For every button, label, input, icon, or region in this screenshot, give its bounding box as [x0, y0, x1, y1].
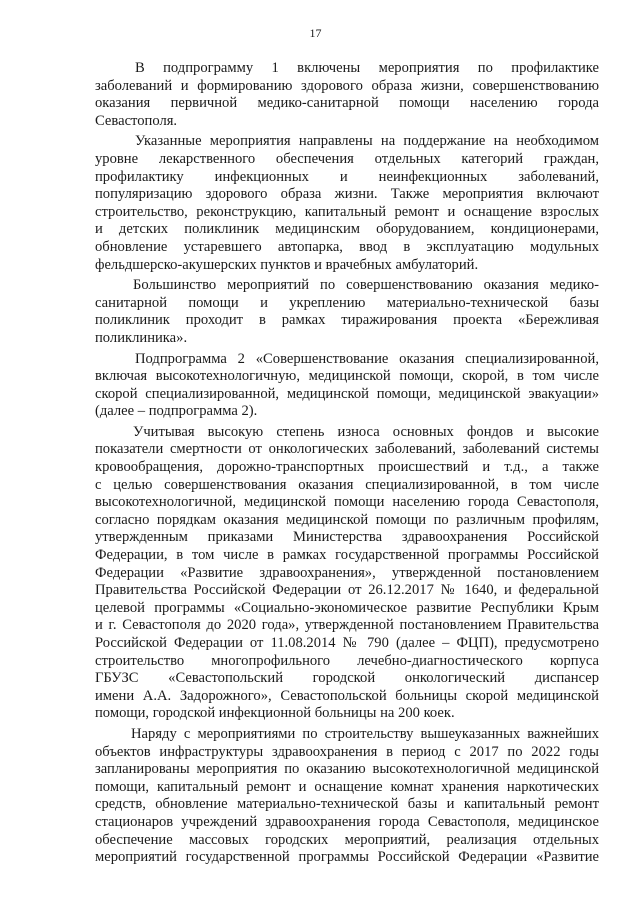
text-line: с целью совершенствования оказания специализированной, в том числе [95, 476, 599, 493]
page-number: 17 [309, 26, 322, 40]
text-line: показатели смертности от онкологических заболеваний, заболеваний системы [95, 441, 599, 458]
text-line: средств, обновление материально-технической базы и капитальный ремонт [95, 796, 599, 813]
text-line: поликлиника». [95, 329, 188, 346]
text-line: строительство многопрофильного лечебно-диагностического корпуса [95, 652, 599, 669]
text-line: целевой программы «Социально-экономическое развитие Республики Крым [95, 599, 599, 616]
paragraph-majority [95, 277, 599, 347]
text-line: оказания первичной медико-санитарной помощи населению города [95, 95, 599, 112]
paragraph-subprogram-1 [95, 60, 599, 130]
document-body [95, 60, 599, 870]
text-line: обновление устаревшего автопарка, ввод в эксплуатацию модульных [95, 238, 599, 255]
text-line: В подпрограмму 1 включены мероприятия по профилактике [135, 60, 599, 76]
text-line: Федерации, в том числе в рамках государственной программы Российской [95, 547, 599, 564]
text-line: кровообращения, дорожно-транспортных происшествий и т.д., а также [95, 459, 599, 476]
text-line: ГБУЗС «Севастопольский городской онкологический диспансер [95, 670, 599, 687]
text-line: высокотехнологичной, медицинской помощи населению города Севастополя, [95, 494, 599, 511]
paragraph-along-with [95, 726, 599, 867]
text-line: уровне лекарственного обеспечения отдельных категорий граждан, [95, 150, 599, 167]
text-line: обеспечение массовых городских мероприятий, реализация отдельных [95, 831, 599, 848]
text-line: Правительства Российской Федерации от 26.12.2017 № 1640, и федеральной [95, 582, 599, 599]
text-line: Подпрограмма 2 «Совершенствование оказания специализированной, [135, 350, 599, 367]
text-line: согласно порядкам оказания медицинской помощи по различным профилям, [95, 511, 599, 528]
text-line: Севастополя. [95, 112, 178, 129]
text-line: запланированы мероприятия по оказанию высокотехнологичной медицинской [95, 761, 599, 778]
text-line: Наряду с мероприятиями по строительству вышеуказанных важнейших [131, 725, 599, 742]
text-line: мероприятий государственной программы Российской Федерации «Развитие [95, 849, 599, 866]
paragraph-subprogram-2 [95, 351, 599, 421]
text-line: поликлиник проходит в рамках тиражирования проекта «Бережливая [95, 312, 599, 329]
text-line: Указанные мероприятия направлены на поддержание на необходимом [135, 133, 599, 150]
text-line: фельдшерско-акушерских пунктов и врачебных амбулаторий. [95, 256, 479, 273]
text-line: скорой специализированной, медицинской помощи, медицинской эвакуации» [95, 385, 599, 402]
text-line: заболеваний и формированию здорового образа жизни, совершенствованию [95, 77, 599, 94]
text-line: (далее – подпрограмма 2). [95, 403, 258, 420]
text-line: Федерации «Развитие здравоохранения», утвержденной постановлением [95, 564, 599, 581]
text-line: помощи, капитальный ремонт и оснащение комнат хранения наркотических [95, 778, 599, 795]
text-line: Российской Федерации от 11.08.2014 № 790 (далее – ФЦП), предусмотрено [95, 635, 599, 651]
text-line: Большинство мероприятий по совершенствованию оказания медико- [133, 277, 599, 294]
text-line: профилактику инфекционных и неинфекционных заболеваний, [95, 168, 599, 185]
text-line: и г. Севастополя до 2020 года», утвержденной постановлением Правительства [95, 617, 599, 634]
text-line: имени А.А. Задорожного», Севастопольской больницы скорой медицинской [95, 687, 599, 704]
text-line: и детских поликлиник медицинским оборудованием, кондиционерами, [95, 221, 599, 238]
text-line: стационаров учреждений здравоохранения города Севастополя, медицинское [95, 813, 599, 830]
text-line: строительство, реконструкцию, капитальный ремонт и оснащение взрослых [95, 203, 599, 220]
paragraph-measures [95, 133, 599, 274]
paragraph-considering [95, 424, 599, 723]
text-line: утвержденным приказами Министерства здравоохранения Российской [95, 529, 599, 546]
text-line: включая высокотехнологичную, медицинской помощи, скорой, в том числе [95, 368, 599, 385]
text-line: помощи, городской инфекционной больницы на 200 коек. [95, 705, 455, 722]
text-line: популяризацию здорового образа жизни. Также мероприятия включают [95, 186, 599, 203]
text-line: санитарной помощи и укреплению материально-технической базы [95, 294, 599, 311]
text-line: объектов инфраструктуры здравоохранения в период с 2017 по 2022 годы [95, 743, 599, 760]
text-line: Учитывая высокую степень износа основных фондов и высокие [133, 423, 599, 440]
